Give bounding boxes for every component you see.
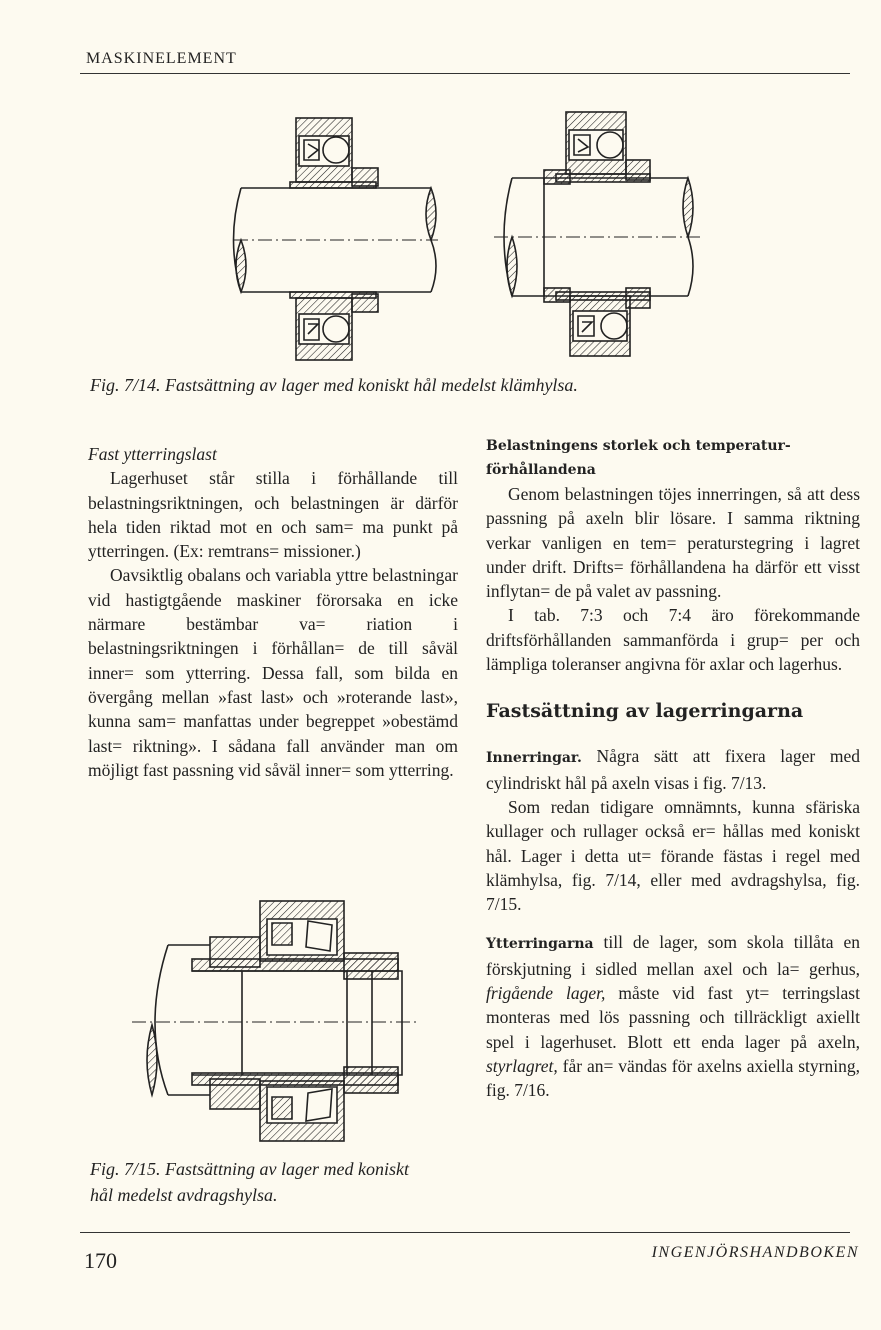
run-in-heading-ytterringarna: Ytterringarna: [486, 936, 594, 953]
section-heading-fastsattning: Fastsättning av lagerringarna: [486, 700, 804, 723]
page-number: 170: [84, 1248, 117, 1273]
subheading-belastningens-storlek: Belastningens storlek och temperatur- förhållandena: [486, 438, 791, 478]
paragraph-text: får an= vändas för axelns axiella styrning, fig. 7/16.: [486, 1055, 860, 1101]
footer-rule: [80, 1232, 850, 1233]
bearing-left: [234, 118, 439, 360]
figure-7-15-caption: Fig. 7/15. Fastsättning av lager med koniskt hål medelst avdragshylsa.: [90, 1159, 409, 1205]
paragraph-text: måste vid fast yt= terringslast monteras med lös passning och tillräckligt axiellt spel i lagerhuset. Blott ett enda lager på axeln,: [486, 983, 860, 1052]
header-rule: [80, 73, 850, 74]
bearing-right: [494, 112, 702, 356]
paragraph: [486, 930, 860, 1102]
figure-7-14-drawing: [226, 108, 706, 368]
figure-7-15-drawing: [132, 895, 422, 1150]
spacer: [486, 676, 860, 698]
section-heading-fast-ytterringslast: Fast ytterringslast: [88, 444, 217, 464]
paragraph: Oavsiktlig obalans och variabla yttre belastningar vid hastigtgående maskiner förorsaka en icke närmare bestämbar va= riation i belastningsriktningen i förhållan= de till såväl inner= som ytterring. Dessa fall, som bilda en övergång mellan »fast last» och »roterande last», kunna sam= manfattas under begreppet »obestämd last= riktning». I sådana fall använder man om möjligt fast passning vid såväl inner= som ytterring.: [88, 565, 458, 780]
spacer: [486, 916, 860, 930]
run-in-heading-innerringar: Innerringar.: [486, 750, 582, 767]
paragraph: [486, 744, 860, 795]
paragraph-text: Några sätt att fixera lager med cylindriskt hål på axeln visas i fig. 7/13.: [486, 746, 860, 793]
paragraph-text: till de lager, som skola tillåta en förskjutning i sidled mellan axel och la= gerhus,: [486, 932, 860, 979]
right-column: [486, 434, 860, 1103]
emphasis: styrlagret,: [486, 1055, 558, 1076]
figure-7-14-caption: Fig. 7/14. Fastsättning av lager med koniskt hål medelst klämhylsa.: [90, 375, 578, 395]
left-column: [88, 442, 458, 782]
paragraph: Lagerhuset står stilla i förhållande till belastningsriktningen, och belastningen är därför hela tiden riktad mot en och sam= ma punkt på ytterringen. (Ex: remtrans= missioner.): [88, 468, 458, 562]
paragraph: Som redan tidigare omnämnts, kunna sfäriska kullager och rullager också er= hållas med koniskt hål. Lager i detta ut= förande fästas i regel med klämhylsa, fig. 7/14, eller med avdragshylsa, fig. 7/15.: [486, 796, 860, 915]
paragraph: I tab. 7:3 och 7:4 äro förekommande driftsförhållanden sammanförda i grup= per och lämpliga toleranser angivna för axlar och lagerhus.: [486, 605, 860, 675]
paragraph: Genom belastningen töjes innerringen, så att dess passning på axeln blir lösare. I samma riktning verkar vanligen en tem= peraturstegring i lagret under drift. Drifts= förhållandena ha därför ett visst inflytan= de på valet av passning.: [486, 484, 860, 602]
footer-book-title: INGENJÖRSHANDBOKEN: [651, 1244, 859, 1261]
running-header: MASKINELEMENT: [86, 50, 237, 67]
emphasis: frigående lager,: [486, 983, 606, 1004]
